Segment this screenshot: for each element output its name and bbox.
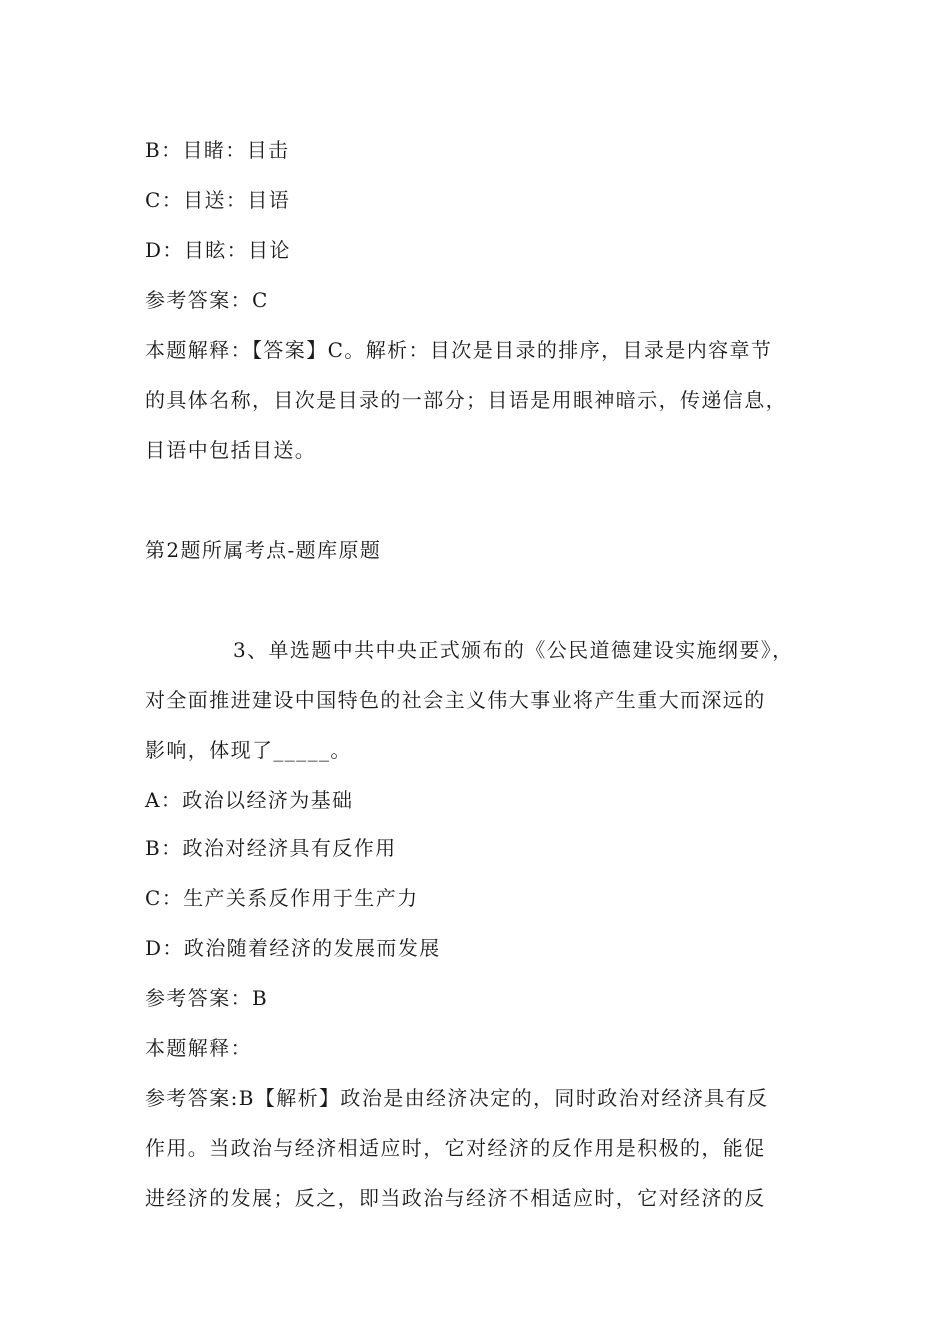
q3-option-b: B：政治对经济具有反作用 [145,836,397,860]
q2-knowledge-point: 第2题所属考点-题库原题 [145,538,382,562]
q3-explanation-line: 进经济的发展；反之，即当政治与经济不相适应时，它对经济的反 [145,1186,766,1210]
q3-answer: 参考答案：B [145,986,269,1010]
q2-explanation-line: 目语中包括目送。 [145,438,317,462]
q3-stem-line: 3、单选题中共中央正式颁布的《公民道德建设实施纲要》， [233,638,794,662]
q3-explanation-line: 参考答案:B【解析】政治是由经济决定的，同时政治对经济具有反 [145,1086,769,1110]
q3-option-d: D：政治随着经济的发展而发展 [145,936,441,960]
q3-stem-line: 影响，体现了_____。 [145,738,352,762]
q2-explanation-line: 的具体名称，目次是目录的一部分；目语是用眼神暗示，传递信息， [145,388,787,412]
q3-explanation-line: 作用。当政治与经济相适应时，它对经济的反作用是积极的，能促 [145,1136,766,1160]
q3-option-c: C：生产关系反作用于生产力 [145,886,419,910]
q2-option-c: C：目送：目语 [145,188,291,212]
q2-option-b: B：目睹：目击 [145,138,290,162]
q3-explanation-label: 本题解释： [145,1036,252,1060]
q3-stem-line: 对全面推进建设中国特色的社会主义伟大事业将产生重大而深远的 [145,688,766,712]
q2-option-d: D：目眩：目论 [145,238,291,262]
q3-option-a: A：政治以经济为基础 [145,788,354,812]
q2-answer: 参考答案：C [145,288,269,312]
q2-explanation-line: 本题解释：【答案】C。解析：目次是目录的排序，目录是内容章节 [145,338,773,362]
